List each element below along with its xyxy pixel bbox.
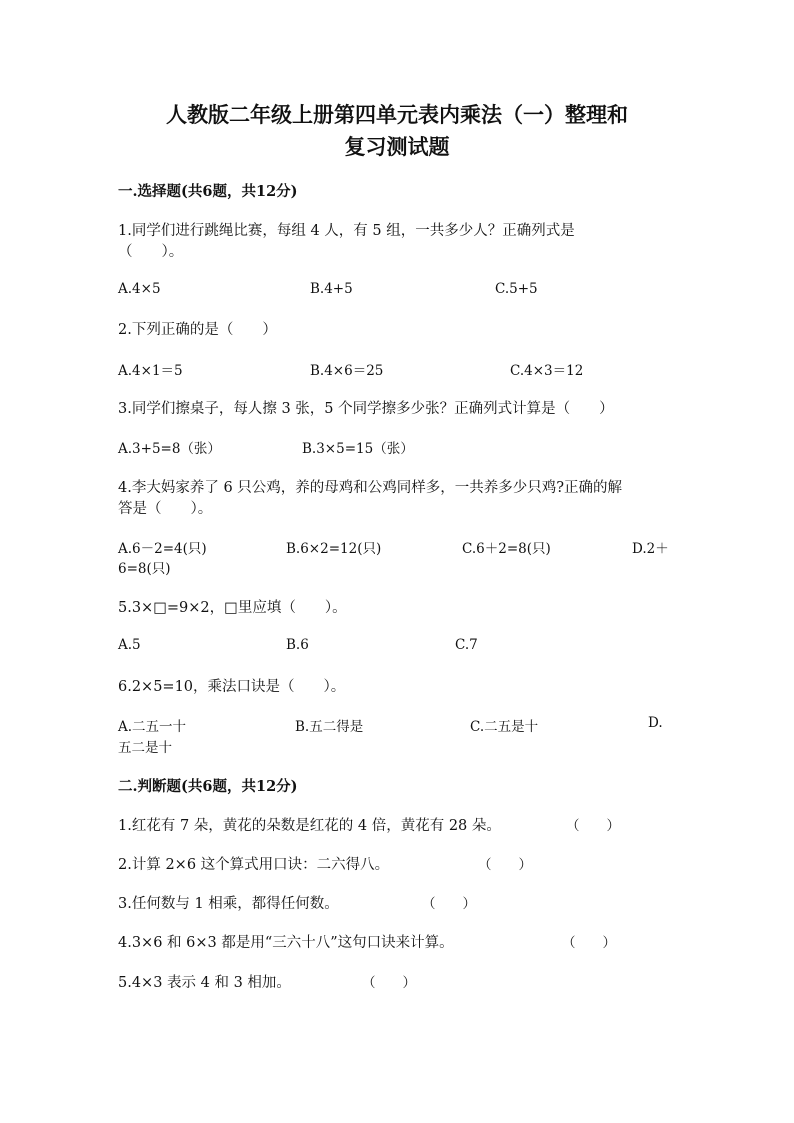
q1-text-line2: （ ）。	[118, 244, 184, 260]
section1-heading: 一.选择题(共6题，共12分)	[118, 183, 298, 200]
judge-item-1-blank[interactable]: （ ）	[566, 818, 620, 834]
judge-item-1: 1.红花有 7 朵，黄花的朵数是红花的 4 倍，黄花有 28 朵。	[118, 818, 501, 834]
judge-item-4-blank[interactable]: （ ）	[562, 935, 616, 951]
q2-option-c: C.4×3＝12	[510, 363, 584, 379]
judge-item-2-blank[interactable]: （ ）	[478, 857, 532, 873]
page-title-line1: 人教版二年级上册第四单元表内乘法（一）整理和	[166, 102, 628, 127]
q6-option-a: A.二五一十	[118, 719, 187, 735]
q1-option-c: C.5+5	[495, 281, 538, 297]
q6-option-d-wrap: 五二是十	[118, 740, 172, 756]
judge-item-5: 5.4×3 表示 4 和 3 相加。	[118, 975, 291, 991]
q4-option-d: D.2＋	[632, 541, 669, 557]
q5-option-b: B.6	[286, 637, 309, 653]
q6-option-c: C.二五是十	[470, 719, 539, 735]
q6-text: 6.2×5=10，乘法口诀是（ ）。	[118, 679, 346, 695]
q1-option-a: A.4×5	[118, 281, 161, 297]
q5-option-a: A.5	[118, 637, 141, 653]
q6-option-b: B.五二得是	[295, 719, 364, 735]
judge-item-3: 3.任何数与 1 相乘，都得任何数。	[118, 896, 339, 912]
q1-option-b: B.4+5	[310, 281, 353, 297]
page-title-line2: 复习测试题	[344, 134, 450, 159]
judge-item-2: 2.计算 2×6 这个算式用口诀：二六得八。	[118, 857, 390, 873]
q4-text-line1: 4.李大妈家养了 6 只公鸡，养的母鸡和公鸡同样多，一共养多少只鸡?正确的解	[118, 480, 623, 496]
q5-text: 5.3×□=9×2，□里应填（ ）。	[118, 600, 347, 616]
q3-option-a: A.3+5=8（张）	[118, 441, 221, 457]
q4-option-b: B.6×2=12(只)	[286, 541, 382, 557]
judge-item-4: 4.3×6 和 6×3 都是用“三六十八”这句口诀来计算。	[118, 935, 454, 951]
q4-option-a: A.6－2=4(只)	[118, 541, 207, 557]
q2-option-a: A.4×1＝5	[118, 363, 183, 379]
q2-option-b: B.4×6＝25	[310, 363, 384, 379]
q4-option-c: C.6＋2=8(只)	[462, 541, 551, 557]
q2-text: 2.下列正确的是（ ）	[118, 322, 277, 338]
judge-item-5-blank[interactable]: （ ）	[362, 975, 416, 991]
section2-heading: 二.判断题(共6题，共12分)	[118, 778, 298, 795]
q4-text-line2: 答是（ ）。	[118, 501, 213, 517]
q4-option-d-wrap: 6=8(只)	[118, 561, 171, 577]
judge-item-3-blank[interactable]: （ ）	[422, 896, 476, 912]
q6-option-d: D.	[648, 715, 663, 731]
q3-text: 3.同学们擦桌子，每人擦 3 张，5 个同学擦多少张？正确列式计算是（ ）	[118, 401, 614, 417]
q1-text-line1: 1.同学们进行跳绳比赛，每组 4 人，有 5 组，一共多少人？正确列式是	[118, 223, 575, 239]
q5-option-c: C.7	[455, 637, 478, 653]
q3-option-b: B.3×5=15（张）	[302, 441, 414, 457]
